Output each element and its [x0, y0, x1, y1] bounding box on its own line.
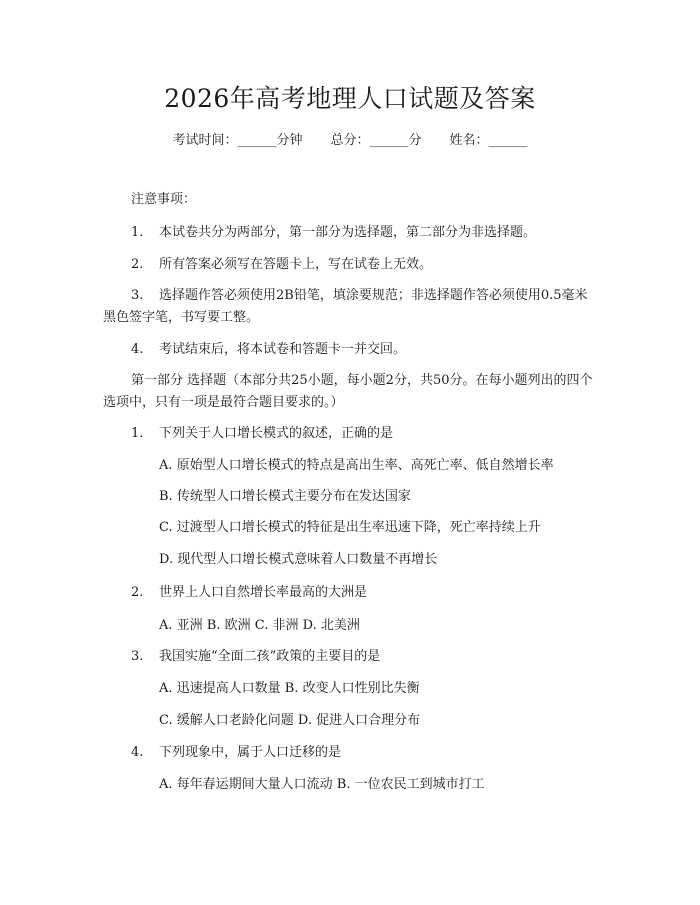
question: [131, 584, 367, 602]
exam-time-field: 考试时间：______分钟: [172, 133, 303, 148]
name-field: 姓名：______: [449, 133, 528, 148]
exam-info-line: [0, 132, 700, 150]
question-number: 1.: [131, 426, 144, 441]
section-intro: 第一部分 选择题（本部分共25小题，每小题2分，共50分。在每小题列出的四个选项中，只有一项是最符合题目要求的。）: [103, 373, 593, 410]
question-number: 4.: [131, 745, 144, 760]
question-text: 下列现象中，属于人口迁移的是: [159, 745, 342, 760]
notice-item-text: 所有答案必须写在答题卡上，写在试卷上无效。: [159, 257, 433, 272]
notice-item-number: 1.: [131, 225, 144, 240]
notice-item: [103, 285, 593, 329]
question-option: A. 每年春运期间大量人口流动 B. 一位农民工到城市打工: [159, 777, 485, 792]
notice-item-text: 本试卷共分为两部分，第一部分为选择题，第二部分为非选择题。: [159, 225, 537, 240]
question-option: A. 亚洲 B. 欧洲 C. 非洲 D. 北美洲: [159, 618, 360, 633]
question-number: 2.: [131, 585, 144, 600]
notice-item: [131, 341, 406, 359]
question-option: A. 原始型人口增长模式的特点是高出生率、高死亡率、低自然增长率: [159, 458, 554, 473]
question-text: 下列关于人口增长模式的叙述，正确的是: [159, 426, 394, 441]
notice-item-text: 选择题作答必须使用2B铅笔，填涂要规范；非选择题作答必须使用0.5毫米黑色签字笔，书写要工整。: [103, 288, 588, 325]
notice-item: [131, 224, 536, 242]
question-option: C. 缓解人口老龄化问题 D. 促进人口合理分布: [159, 713, 421, 728]
total-score-field: 总分：______分: [330, 133, 422, 148]
question-number: 3.: [131, 649, 144, 664]
question: [131, 425, 393, 443]
notice-item-number: 2.: [131, 257, 144, 272]
question-text: 我国实施“全面二孩”政策的主要目的是: [159, 649, 381, 664]
question: [131, 744, 341, 762]
question-text: 世界上人口自然增长率最高的大洲是: [159, 585, 368, 600]
notice-item-text: 考试结束后，将本试卷和答题卡一并交回。: [159, 342, 407, 357]
notice-heading: 注意事项：: [131, 192, 197, 207]
question-option: C. 过渡型人口增长模式的特征是出生率迅速下降，死亡率持续上升: [159, 520, 541, 535]
notice-item-number: 4.: [131, 342, 144, 357]
notice-item: [131, 256, 432, 274]
question-option: D. 现代型人口增长模式意味着人口数量不再增长: [159, 552, 438, 567]
question-option: A. 迅速提高人口数量 B. 改变人口性别比失衡: [159, 681, 420, 696]
question-option: B. 传统型人口增长模式主要分布在发达国家: [159, 489, 411, 504]
page-title: 2026年高考地理人口试题及答案: [164, 84, 536, 113]
notice-item-number: 3.: [131, 288, 144, 303]
question: [131, 648, 380, 666]
